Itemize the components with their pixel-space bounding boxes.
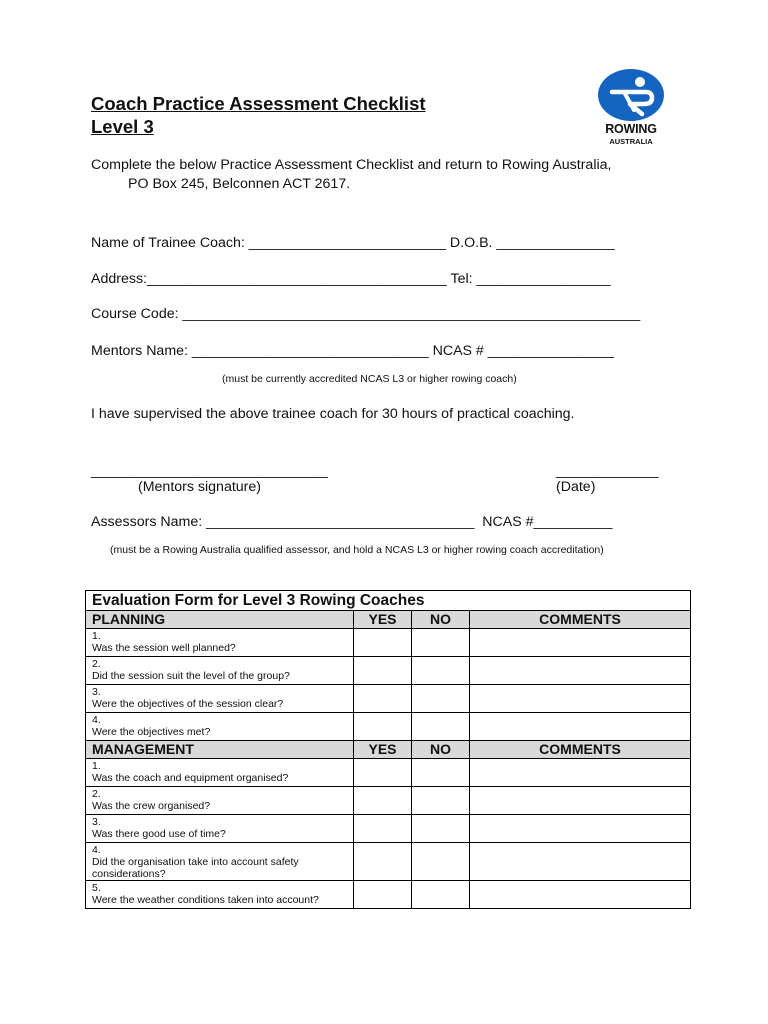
yes-header: YES <box>354 741 412 759</box>
question-number: 3. <box>92 686 101 698</box>
date-label: (Date) <box>556 479 596 495</box>
logo-word-australia: AUSTRALIA <box>609 137 653 146</box>
table-row <box>86 685 691 713</box>
comments-cell[interactable] <box>470 713 691 741</box>
question-number: 1. <box>92 760 101 772</box>
yes-cell[interactable] <box>354 843 412 881</box>
comments-cell[interactable] <box>470 787 691 815</box>
document-title <box>91 92 426 138</box>
intro-paragraph <box>91 156 691 194</box>
question-number: 3. <box>92 816 101 828</box>
question-number: 4. <box>92 714 101 726</box>
question-text: Did the session suit the level of the group? <box>92 670 290 682</box>
no-cell[interactable] <box>412 759 470 787</box>
evaluation-table <box>85 590 691 909</box>
yes-cell[interactable] <box>354 685 412 713</box>
table-row <box>86 713 691 741</box>
question-text: Were the objectives met? <box>92 726 211 738</box>
question-number: 5. <box>92 882 101 894</box>
assessors-note: (must be a Rowing Australia qualified assessor, and hold a NCAS L3 or higher rowing coach accreditation) <box>110 544 604 556</box>
comments-cell[interactable] <box>470 843 691 881</box>
table-row <box>86 787 691 815</box>
mentors-note: (must be currently accredited NCAS L3 or higher rowing coach) <box>222 373 517 385</box>
rowing-australia-logo <box>594 68 668 150</box>
no-cell[interactable] <box>412 713 470 741</box>
rowing-logo-icon <box>594 68 668 122</box>
assessors-name-field[interactable]: Assessors Name: __________________________________ NCAS #__________ <box>91 514 613 530</box>
table-row <box>86 843 691 881</box>
yes-cell[interactable] <box>354 713 412 741</box>
comments-header: COMMENTS <box>470 611 691 629</box>
comments-cell[interactable] <box>470 657 691 685</box>
question-number: 1. <box>92 630 101 642</box>
supervised-statement: I have supervised the above trainee coach for 30 hours of practical coaching. <box>91 406 575 422</box>
trainee-name-field[interactable]: Name of Trainee Coach: _________________________ D.O.B. _______________ <box>91 235 615 251</box>
comments-cell[interactable] <box>470 881 691 909</box>
comments-cell[interactable] <box>470 815 691 843</box>
question-text: Were the objectives of the session clear? <box>92 698 284 710</box>
no-cell[interactable] <box>412 685 470 713</box>
table-row <box>86 815 691 843</box>
yes-cell[interactable] <box>354 815 412 843</box>
no-cell[interactable] <box>412 629 470 657</box>
title-line-2: Level 3 <box>91 116 154 137</box>
no-cell[interactable] <box>412 843 470 881</box>
evaluation-heading-row <box>86 591 691 611</box>
question-text: Did the organisation take into account safety considerations? <box>92 856 299 880</box>
intro-line-1: Complete the below Practice Assessment Checklist and return to Rowing Australia, <box>91 157 612 173</box>
mentors-signature-label: (Mentors signature) <box>138 479 262 495</box>
question-text: Were the weather conditions taken into account? <box>92 894 319 906</box>
yes-cell[interactable] <box>354 787 412 815</box>
question-number: 2. <box>92 788 101 800</box>
address-field[interactable]: Address:______________________________________ Tel: _________________ <box>91 271 611 287</box>
mentors-signature-line[interactable]: ______________________________ <box>91 463 328 479</box>
table-row <box>86 657 691 685</box>
intro-line-2: PO Box 245, Belconnen ACT 2617. <box>128 176 351 192</box>
yes-cell[interactable] <box>354 881 412 909</box>
no-cell[interactable] <box>412 815 470 843</box>
question-text: Was the session well planned? <box>92 642 236 654</box>
comments-cell[interactable] <box>470 629 691 657</box>
course-code-field[interactable]: Course Code: __________________________________________________________ <box>91 306 641 322</box>
no-header: NO <box>412 611 470 629</box>
no-cell[interactable] <box>412 657 470 685</box>
yes-cell[interactable] <box>354 759 412 787</box>
question-text: Was there good use of time? <box>92 828 226 840</box>
yes-cell[interactable] <box>354 657 412 685</box>
planning-header-row <box>86 611 691 629</box>
question-text: Was the coach and equipment organised? <box>92 772 289 784</box>
comments-header: COMMENTS <box>470 741 691 759</box>
logo-word-rowing: ROWING <box>605 122 657 136</box>
table-row <box>86 759 691 787</box>
mentors-name-field[interactable]: Mentors Name: ______________________________ NCAS # ________________ <box>91 343 615 359</box>
comments-cell[interactable] <box>470 759 691 787</box>
question-number: 2. <box>92 658 101 670</box>
no-header: NO <box>412 741 470 759</box>
title-line-1: Coach Practice Assessment Checklist <box>91 93 426 114</box>
yes-header: YES <box>354 611 412 629</box>
comments-cell[interactable] <box>470 685 691 713</box>
evaluation-heading: Evaluation Form for Level 3 Rowing Coaches <box>86 591 691 611</box>
table-row <box>86 881 691 909</box>
table-row <box>86 629 691 657</box>
date-line[interactable]: _____________ <box>556 463 659 479</box>
no-cell[interactable] <box>412 881 470 909</box>
planning-label: PLANNING <box>86 611 354 629</box>
question-number: 4. <box>92 844 101 856</box>
management-header-row <box>86 741 691 759</box>
yes-cell[interactable] <box>354 629 412 657</box>
question-text: Was the crew organised? <box>92 800 211 812</box>
management-label: MANAGEMENT <box>86 741 354 759</box>
no-cell[interactable] <box>412 787 470 815</box>
